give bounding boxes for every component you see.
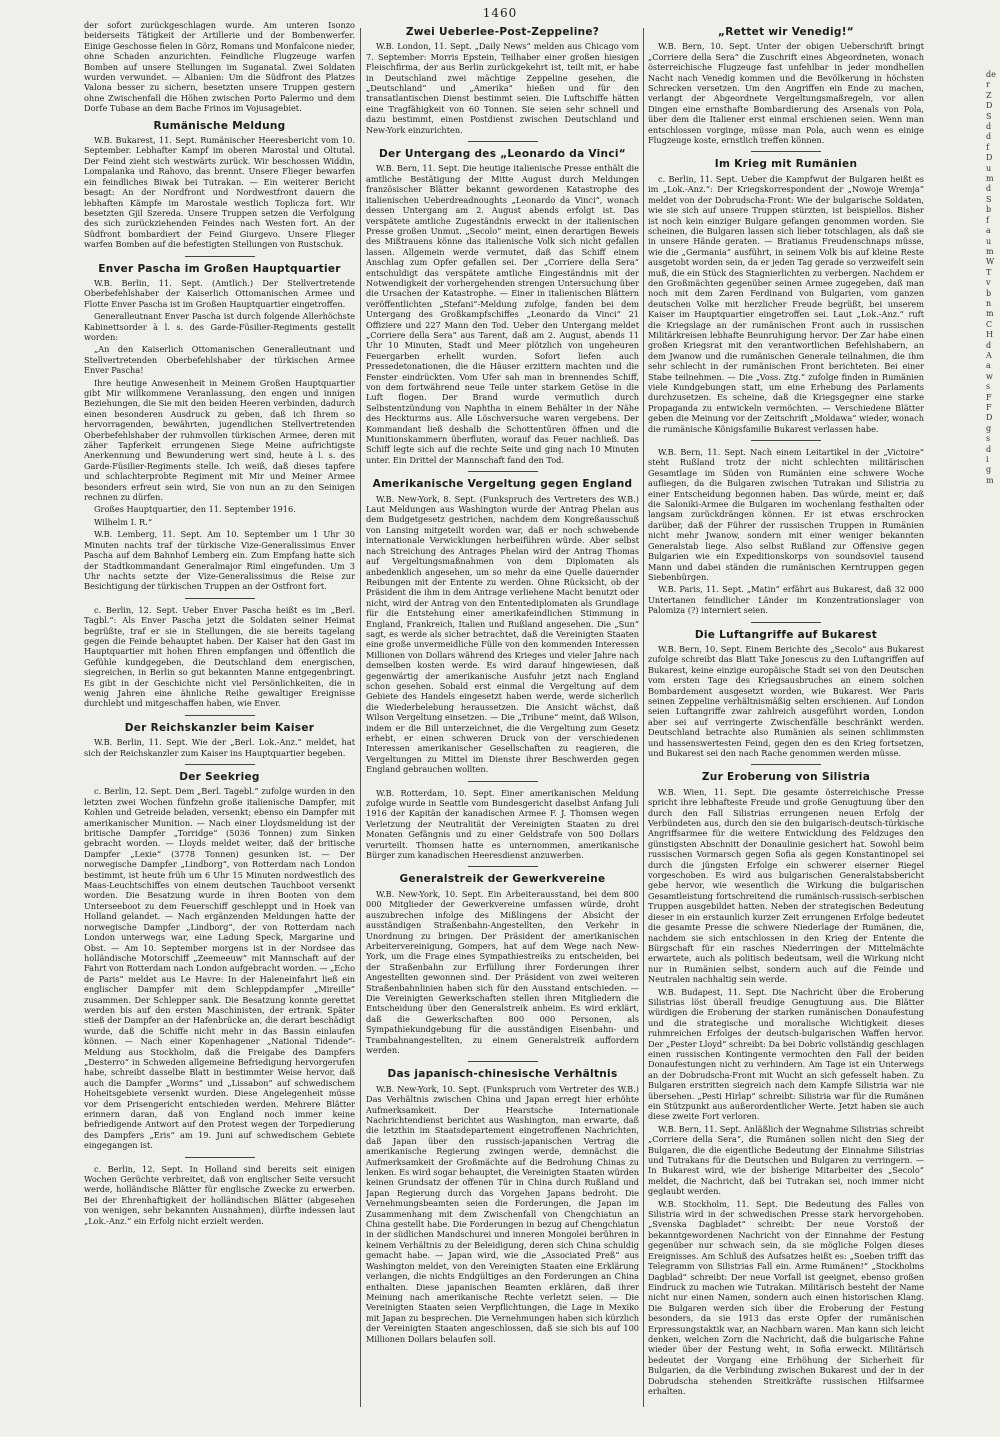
edge-fragment: D bbox=[986, 413, 993, 423]
edge-fragment: D bbox=[986, 101, 993, 111]
edge-fragment: i bbox=[986, 455, 989, 465]
article-separator bbox=[468, 781, 538, 782]
article-headline: Rumänische Meldung bbox=[153, 119, 286, 132]
article-separator bbox=[185, 1157, 255, 1158]
article-paragraph: W.B. Bern, 11. Sept. Anläßlich der Wegnahme Silistrias schreibt „Corriere della Sera“, die Rumänen sollen nicht den Sieg der Bulgaren, die die eigentliche Bedeutung der Einnahme Silistrias und Tutrakans für die Deutschen und Bulgaren zu verringern. — In Bukarest wird, wie der bisherige Mitarbeiter des „Secolo“ meldet, die Nachricht, daß bei Tutrakan sei, noch immer nicht geglaubt werden. bbox=[648, 1123, 924, 1197]
article-headline: „Rettet wir Venedig!“ bbox=[718, 26, 854, 38]
edge-fragment: r bbox=[986, 80, 990, 90]
edge-fragment: Z bbox=[986, 90, 992, 100]
column-rule bbox=[643, 28, 644, 1407]
article-separator bbox=[185, 256, 255, 257]
article-paragraph: W.B. Rotterdam, 10. Sept. Einer amerikanischen Meldung zufolge wurde in Seattle vom Bundesgericht daselbst Anfang Juli 1916 der Kapitän der kanadischen Armee F. J. Thomsen wegen Verletzung der Neutralität der Vereinigten Staaten zu drei Monaten Gefängnis und zu einer Geldstrafe von 500 Dollars verurteilt. Thomsen hatte es unternommen, amerikanische Bürger zum kanadischen Heeresdienst anzuwerben. bbox=[366, 787, 639, 861]
article-paragraph: W.B. Lemberg, 11. Sept. Am 10. September um 1 Uhr 30 Minuten nachts traf der türkische Vize-Generalissimus Enver Pascha auf dem Bahnhof Lemberg ein. Zum Empfang hatte sich der Stadtkommandant Generalmajor Riml eingefunden. Um 3 Uhr nachts setzte der Vize-Generalissimus die Reise zur Besichtigung der türkischen Truppen an der Ostfront fort. bbox=[84, 529, 355, 592]
edge-fragment: F bbox=[986, 403, 992, 412]
edge-fragment: C bbox=[986, 319, 993, 329]
edge-fragment: W bbox=[986, 257, 995, 267]
edge-fragment: D bbox=[986, 153, 993, 163]
article-headline: Generalstreik der Gewerkvereine bbox=[399, 873, 606, 886]
article-paragraph: Ihre heutige Anwesenheit in Meinem Großen Hauptquartier gibt Mir willkommene Veranlassung, den engen und innigen Beziehungen, die Sie mit den beiden Heeren verbinden, dadurch einen besonderen Ausdruck zu geben, daß ich Ihrem so hervorragenden, bewährten, jugendlichen Stellvertretenden Oberbefehlshaber der ruhmvollen türkischen Armee, deren mit zäher Tapferkeit errungenen Siege Meine aufrichtigste Anerkennung und Bewunderung wert sind, heute à l. s. des Garde-Füsilier-Regiments stelle. Ich weiß, daß dieses tapfere und schlachterprobte Regiment mit Mir und Meiner Armee besonders erfreut sein wird, Sie von nun an zu den Seinigen rechnen zu dürfen. bbox=[84, 377, 355, 503]
edge-fragment: a bbox=[986, 361, 991, 371]
edge-fragment: d bbox=[986, 132, 992, 142]
column-rule bbox=[360, 28, 361, 1407]
edge-fragment: m bbox=[986, 246, 994, 256]
article-paragraph: W.B. Stockholm, 11. Sept. Die Bedeutung des Falles von Silistria wird in der schwedischen Presse stark hervorgehoben. „Svenska Dagbladet“ schreibt: Der neue Vorstoß der bekanntgewordenen Nachricht von der Einnahme der Festung gegenüber nur schwach sein, da sie mögliche Folgen dieses Ereignisses. Am Schluß des Aufsatzes heißt es: „Soeben trifft das Telegramm von Silistrias Fall ein. Arme Rumänen!“ „Stockholms Dagblad“ schreibt: Der neue Vorfall ist geeignet, ebenso großen Eindruck zu machen wie Tutrakan. Militärisch besteht der Name nicht nur einen Namen, sondern auch einen historischen Klang. Die Bulgaren werden sich über die Eroberung der Festung besonders, da sie 1913 das erste Opfer der rumänischen Erpressungstaktik war, an Nachbarn waren. Man kann sich leicht denken, welchen Zorn die Nachricht, daß die bulgarische Fahne wieder über der Festung weht, in Sofia erweckt. Militärisch bedeutet der Vorgang eine Erhöhung der Sicherheit für Bulgarien, da die Verbindung zwischen Bukarest und der in der Dobrudscha stehenden Streitkräfte russischen Hilfsarmee erhalten. bbox=[648, 1198, 924, 1396]
article-paragraph: W.B. Berlin, 11. Sept. Wie der „Berl. Lok.-Anz.“ meldet, hat sich der Reichskanzler zum Kaiser ins Hauptquartier begeben. bbox=[84, 737, 355, 758]
edge-fragment: A bbox=[986, 350, 992, 360]
adjacent-page-edge bbox=[986, 70, 1000, 1407]
article-paragraph: W.B. Budapest, 11. Sept. Die Nachricht über die Eroberung Silistrias löst überall freudige Genugtuung aus. Die Blätter würdigen die Eroberung der starken rumänischen Donaufestung und die strategische und moralische Wichtigkeit dieses ruhmreichen Erfolges der deutsch-bulgarischen Waffen hervor. Der „Pester Lloyd“ schreibt: Da bei Dobric vollständig geschlagen einen russischen Kontingente vermochten den Fall der beiden Donaufestungen nicht zu verhindern. Am Tage ist ein Unterwegs an der Dobrudscha-Front mit Wucht an sich gefesselt haben. Zu Bulgaren erstritten siegreich nach dem Kampfe Silistria war nie übersehen. „Pesti Hirlap“ schreibt: Silistria war für die Rumänen ein Stützpunkt aus außerordentlicher Werte. Jetzt haben sie auch diese zweite Fort verloren. bbox=[648, 986, 924, 1122]
edge-fragment: S bbox=[986, 194, 992, 204]
article-paragraph: c. Berlin, 11. Sept. Ueber die Kampfwut der Bulgaren heißt es im „Lok.-Anz.“: Der Kriegskorrespondent der „Nowoje Wremja“ meldet von der Dobrudscha-Front: Wie der bulgarische Soldaten, wie sie sich auf unsere Truppen stürzten, ist beispiellos. Bisher ist noch kein einziger Bulgare gefangen genommen worden. Sie scheinen, die Bulgaren lassen sich lieber totschlagen, als daß sie in unsere Hände geraten. — Bratianus Freudenschnaps müsse, wie die „Germania“ ausführt, in seinem Volk bis auf kleine Reste ausgetobt worden sein, da er jeden Tag gerade so verzweifelt sein muß, die ein Stück des Stagnierlichten zu verbergen. Nachdem er den Großmächten gegenüber seinen Armee zugegeben, daß man noch mit dem Zaren Ferdinand von Bulgarien, vom ganzen deutschen Volke mit herzlicher Freude begrüßt, bei unserem Kaiser im Hauptquartier eingetroffen sei. Laut „Lok.-Anz.“ ruft die Kriegslage an der rumänischen Front auch in russischen Militärkreisen lebhafte Beunruhigung hervor. Der Zar habe einen großen Kriegsrat mit den verantwortlichen Befehlshabern, an dem Jwanow und die rumänischen Generale teilnahmen, die ihm sehr schlecht in der rumänischen Front berichteten. Bei einer Stabe teilnehmen. — Die „Voss. Ztg.“ zufolge finden in Rumänien viele Kundgebungen statt, um eine Erhebung des Parlaments durchzusetzen. Es scheine, daß die Kriegsgegner eine starke Propaganda zu entwickeln vermöchten. — Verschiedene Blätter geben die Meinung vor der Zeitschrift „Moldawa“ wieder, wonach die rumänische Königsfamilie Bukarest verlassen habe. bbox=[648, 173, 924, 434]
edge-fragment: F bbox=[986, 392, 992, 402]
edge-fragment: w bbox=[986, 371, 993, 381]
edge-fragment: v bbox=[986, 278, 991, 288]
article-headline: Zwei Ueberlee-Post-Zeppeline? bbox=[405, 26, 600, 38]
article-paragraph: Großes Hauptquartier, den 11. September 1916. bbox=[94, 504, 296, 515]
edge-fragment: n bbox=[986, 298, 992, 308]
article-separator bbox=[751, 622, 821, 623]
edge-fragment: f bbox=[986, 142, 989, 152]
edge-fragment: b bbox=[986, 288, 992, 298]
edge-fragment: S bbox=[986, 111, 992, 121]
article-separator bbox=[468, 471, 538, 472]
edge-fragment: m bbox=[986, 174, 994, 184]
article-headline: Enver Pascha im Großen Hauptquartier bbox=[98, 262, 341, 275]
edge-fragment: m bbox=[986, 475, 994, 485]
article-separator bbox=[468, 866, 538, 867]
article-paragraph: c. Berlin, 12. Sept. Dem „Berl. Tagebl.“ zufolge wurden in den letzten zwei Wochen fünfzehn große italienische Dampfer, mit Kohlen und Getreide beladen, versenkt; ebenso ein Dampfer mit amerikanischer Munition. — Nach einer Lloydsmeldung ist der britische Dampfer „Torridge“ (5036 Tonnen) zum Sinken gebracht worden. — Lloyds meldet weiter, daß der britische Dampfer „Lexie“ (3778 Tonnen) gesunken ist. — Der norwegische Dampfer „Lindborg“, von Rotterdam nach London bestimmt, ist heute früh um 6 Uhr 15 Minuten nordwestlich des Maas-Leuchtschiffes von einem deutschen Tauchboot versenkt worden. Die Besatzung wurde in ihren Booten von dem Unterseeboot zu dem Feuerschiff geschleppt und in Hoek van Holland gelandet. — Nach ergänzenden Meldungen hatte der norwegische Dampfer „Lindborg“, der von Rotterdam nach London unterwegs war, eine Ladung Speck, Margarine und Obst. — Am 10. September morgens ist in der Nordsee das holländische Motorschiff „Zeemeeuw“ mit Mannschaft auf der Fahrt von Rotterdam nach London aufgebracht worden. — „Echo de Paris“ meldet aus Le Havre: In der Haleneinfahrt ließ ein englischer Dampfer mit dem Schleppdampfer „Mireille“ zusammen. Der Schlepper sank. Die Besatzung konnte gerettet werden bis auf den ersten Maschinisten, der ertrank. Später stieß der Dampfer an der Hafenbrücke an, die derart beschädigt wurde, daß die Schiffe nicht mehr in das Bassin einlaufen können. — Nach einer Kopenhagener „National Tidende“-Meldung aus Stockholm, daß die Freigabe des Dampfers „Desterro“ in Schweden allgemeine Befriedigung hervorgerufen habe, schreibt dasselbe Blatt in bestimmter Weise hervor, daß auch die Dampfer „Worms“ und „Lissabon“ auf schwedischem Hoheitsgebiete versenkt wurden. Diese Angelegenheit müsse vor dem Prisengericht entschieden werden. Mehrere Blätter erinnern daran, daß von England noch immer keine befriedigende Antwort auf den Protest wegen der Torpedierung des Dampfers „Eris“ am 19. Juni auf schwedischem Gebiete eingegangen ist. bbox=[84, 786, 355, 1151]
article-paragraph: W.B. New-York, 8. Sept. (Funkspruch des Vertreters des W.B.) Laut Meldungen aus Washington wurde der Antrag Phelan aus dem Budgetgesetz gestrichen, nachdem dem Kongreßausschuß von Lansing mitgeteilt worden war, daß er noch schwebende internationale Verwicklungen herbeiführen würde. Aber selbst nach Streichung des Antrages Phelan wird der Antrag Thomas auf Vergeltungsmaßnahmen von dem Diplomaten als anbedenklich angesehen, um so mehr da eine Quelle dauernder Reibungen mit der Entente zu werden. Ohne Rücksicht, ob der Präsident die ihm in dem Antrage verliehene Macht benutzt oder nicht, wird der Antrag von den Ententediplomaten als Grundlage für die Entstehung einer amerikafeindlichen Stimmung in England, Frankreich, Italien und Rußland angesehen. Die „Sun“ sagt, es werde als sicher betrachtet, daß die Vereinigten Staaten eine große unvermeidliche Fülle von den kommenden Interessen Millionen von Dollars während des Krieges und vieler Jahre nach demselben kosten werde. Es wird darauf hingewiesen, daß gegenwärtig der amerikanische Ausfuhr jetzt nach England schon gesehen. Sobald erst einmal die Vergeltung auf dem Gebiete des Handels eingesetzt haben werde, werde sicherlich die Wiederbelebung heraussetzen. Die Ansicht wächst, daß Wilson Vergeltung einsetzen. — Die „Tribune“ meint, daß Wilson, indem er die Bill unterzeichnet, die die Vergeltung zum Gesetz erhebt, er einen schweren Druck von der verschiedenen Interessen amerikanischer Gesellschaften zu reagieren, die Vergeltungen zu Mittel im Dienste ihrer Beschwerden gegen England gebrauchen wollten. bbox=[366, 493, 639, 775]
article-paragraph: W.B. New-York, 10. Sept. (Funkspruch vom Vertreter des W.B.) Das Verhältnis zwischen China und Japan erregt hier erhöhte Aufmerksamkeit. Der Hearstsche Internationale Nachrichtendienst berichtet aus Washington, man erwarte, daß die letzthin im Staatsdepartement eingetroffenen Nachrichten, daß Japan über den russisch-japanischen Vertrag die amerikanische Regierung zwingen werde, demnächst die Aufmerksamkeit der Großmächte auf die Bedrohung Chinas zu lenken. Es wird sogar behauptet, die Vereinigten Staaten würden keinen Grundsatz der offenen Tür in China durch Rußland und Japan Regierung durch das Vorgehen Japans bedroht. Die Vernehmungsbeamten seien die Forderungen, die Japan im Zusammenhang mit dem Zwischenfall von Chengchiatun an China gestellt habe. Die Forderungen in bezug auf Chengchiatun in der südlichen Mandschurei und inneren Mongolei berühren in keinem Verhältnis zu der Beleidigung, deren sich China schuldig gemacht habe. — Japan wird, wie die „Associated Preß“ aus Washington meldet, von den Vereinigten Staaten eine Erklärung verlangen, die nichts Endgültiges an den Forderungen an China enthalten. Diese japanischen Beamten erklären, daß ihrer Meinung nach amerikanische Rechte verletzt seien. — Die Vereinigten Staaten seien Verpflichtungen, die Lage in Mexiko mit Japan zu besprechen. Die Vernehmungen haben sich kürzlich der Vereinigten Staaten angeschlossen, daß sie sich bis auf 100 Millionen Dollars belaufen soll. bbox=[366, 1083, 639, 1344]
page-number: 1460 bbox=[482, 6, 518, 20]
article-paragraph: c. Berlin, 12. Sept. Ueber Enver Pascha heißt es im „Berl. Tagbl.“: Als Enver Pascha jetzt die Soldaten seiner Heimat begrüßte, traf er sie in Stellungen, die sie bereits tagelang gegen die Feinde behauptet haben. Der Kaiser hat den Gast im Hauptquartier mit hohen Ehren empfangen und öffentlich die Gefühle kundgegeben, die Deutschland dem energischen, siegreichen, in Berlin so gut bekannten Manne entgegenbringt. Es gibt in der Geschichte nicht viel Persönlichkeiten, die in wenig Jahren eine ähnliche Reihe gewaltiger Ereignisse durchlebt und mitgeschaffen haben, wie Enver. bbox=[84, 604, 355, 709]
article-paragraph: W.B. Paris, 11. Sept. „Matin“ erfährt aus Bukarest, daß 32 000 Untertanen feindlicher Länder im Konzentrationslager von Palomiza (?) interniert seien. bbox=[648, 584, 924, 616]
article-paragraph: c. Berlin, 12. Sept. In Holland sind bereits seit einigen Wochen Gerüchte verbreitet, daß von englischer Seite versucht werde, holländische Blätter für englische Zwecke zu erwerben. Bei der Ehrenhaftigkeit der holländischen Blätter (abgesehen von wenigen, sehr bekannten Ausnahmen), dürfte indessen laut „Lok.-Anz.“ ein Erfolg nicht erzielt werden. bbox=[84, 1163, 355, 1226]
article-headline: Der Seekrieg bbox=[179, 771, 260, 783]
edge-fragment: H bbox=[986, 330, 993, 340]
edge-fragment: u bbox=[986, 236, 992, 246]
edge-fragment: s bbox=[986, 382, 991, 392]
article-paragraph: W.B. Wien, 11. Sept. Die gesamte österreichische Presse spricht ihre lebhafteste Freude und große Genugtuung über den durch den Fall Silistrias errungenen neuen Erfolg der Verbündeten aus, durch den sie den bulgarisch-deutsch-türkische Angriffsarmee für die weitere Entwicklung des Feldzuges den günstigsten Abschnitt der Donaulinie gesichert hat. Sowohl beim russischen Vormarsch gegen Sofia als gegen Konstantinopel sei durch die jüngsten Erfolge ein schwerer eiserner Riegel vorgeschoben. Es wird aus bulgarischen Generalstabsbericht gebe hervor, wie wesentlich die Wirkung die bulgarischen Gesamtleistung fortschreitend die rumänisch-russisch-serbischen Truppen ausgebildet hatten. Neben der strategischen Bedeutung dieser in ein erstaunlich kurzer Zeit errungenen Erfolge bedeutet die gesamte Presse die schwere Niederlage der Rumänen, die, nachdem sie sich entschlossen in den Krieg der Entente die Bürgschaft für ein rasches Niederringen der Mittelmächte erwartete, auch als politisch bedeutsam, weil die Wirkung nicht nur in Rumänien selbst, sondern auch auf die Feinde und Neutralen nachhaltig sein werde. bbox=[648, 786, 924, 985]
article-separator bbox=[751, 764, 821, 765]
article-separator bbox=[185, 715, 255, 716]
article-separator bbox=[468, 141, 538, 142]
edge-fragment: d bbox=[986, 122, 992, 132]
article-paragraph: W.B. Bukarest, 11. Sept. Rumänischer Heeresbericht vom 10. September. Lebhafter Kampf im oberen Marostal und Oltutal. Der Feind zieht sich westwärts zurück. Wir beschossen Widdin, Lompalanka und Rahovo, das brennt. Unsere Flieger bewarfen ein feindliches Biwak bei Tutrakan. — Ein weiterer Bericht besagt: An der Nordfront und Nordwestfront dauern die lebhaften Kämpfe im Marostale westlich Toplicza fort. Wir besetzten Gjil Szereda. Unsere Truppen setzen die Verfolgung des sich zurückziehenden Feindes nach Westen fort. An der Südfront bombardiert der Feind Giurgevo. Unsere Flieger warfen Bomben auf die befestigten Stellungen von Rustschuk. bbox=[84, 135, 355, 250]
article-paragraph: der sofort zurückgeschlagen wurde. Am unteren Isonzo beiderseits Tätigkeit der Artillerie und der Bombenwerfer. Einige Geschosse fielen in Görz, Romans und Monfalcone nieder, ohne Schaden anzurichten. Feindliche Flugzeuge warfen Bomben auf unsere Stellungen im Suganatal. Zwei Soldaten wurden verwundet. — Albanien: Um die Südfront des Platzes Valona besser zu sichern, besetzten unsere Truppen gestern ohne Zwischenfall die Höhen zwischen Porto Palermo und dem Dorfe Tubase an dem Bache Frinos im Vojusagebiet. bbox=[84, 20, 355, 114]
article-separator bbox=[468, 1061, 538, 1062]
edge-fragment: b bbox=[986, 205, 992, 215]
edge-fragment: d bbox=[986, 184, 992, 194]
article-paragraph: W.B. Bern, 11. Sept. Nach einem Leitartikel in der „Victoire“ steht Rußland trotz der nicht schlechten militärischen Gesamtlage im Süden von Rumänien eine schwere Woche aufliegen, da die Bulgaren zwischen Tutrakan und Silistria zu einer Entscheidung begonnen haben. Das würde, meint er, daß die Saloniki-Armee die Bulgaren im wochenlang festhalten oder langsam zurückdrängen können. Er ist etwas erschrocken darüber, daß der Führer der russischen Truppen in Rumänien nicht mehr Jwanow, sondern mit einer weniger bekannten Generalstab liege. Also selbst Rußland zur Offensive gegen Bulgarien wie ein Expeditionskorps von soundsoviel tausend Mann und dabei ständen die rumänischen Kerntruppen gegen Siebenbürgen. bbox=[648, 447, 924, 582]
edge-fragment: d bbox=[986, 444, 992, 454]
article-headline: Das japanisch-chinesische Verhältnis bbox=[387, 1068, 618, 1081]
edge-fragment: de bbox=[986, 70, 996, 79]
article-separator bbox=[185, 764, 255, 765]
article-headline: Der Untergang des „Leonardo da Vinci“ bbox=[379, 148, 626, 161]
edge-fragment: g bbox=[986, 423, 992, 433]
edge-fragment: f bbox=[986, 215, 989, 225]
article-headline: Die Luftangriffe auf Bukarest bbox=[694, 628, 878, 641]
article-paragraph: „An den Kaiserlich Ottomanischen Generalleutnant und Stellvertretenden Oberbefehlshaber der türkischen Armee Enver Pascha! bbox=[84, 344, 355, 376]
article-headline: Der Reichskanzler beim Kaiser bbox=[124, 721, 315, 734]
article-paragraph: W.B. London, 11. Sept. „Daily News“ melden aus Chicago vom 7. September: Morris Epstein, Teilhaber einer großen hiesigen Fleischfirma, der aus Berlin zurückgekehrt ist, teilt mit, er habe in Deutschland zwei mächtige Zeppeline gesehen, die „Deutschland“ und „Amerika“ hießen und für den transatlantischen Dienst bestimmt seien. Die Luftschiffe hätten eine Tragfähigkeit von 60 Tonnen. Sie seien sehr schnell und dazu bestimmt, einen Postdienst zwischen Deutschland und New-York einzurichten. bbox=[366, 41, 639, 135]
article-separator bbox=[751, 151, 821, 152]
column-1 bbox=[84, 20, 355, 1417]
article-paragraph: W.B. Bern, 10. Sept. Einem Berichte des „Secolo“ aus Bukarest zufolge schreibt das Blatt Take Jonescus zu den Luftangriffen auf Bukarest, keine einzige europäische Stadt sei von den Deutschen vom ersten Tage des Kriegsausbruches an einem solchen Bombardement ausgesetzt worden, wie Bukarest. Wer Paris seinen Zeppeline verhältnismäßig selten erschienen. Auf London seien Luftangriffe zwar zahlreich ausgeführt worden, London aber sei auf verringerte Zwischenfälle beschränkt werden. Deutschland betrachte also Rumänien als seinen schlimmsten und hassenswertesten Feind, gegen den es den Krieg fortsetzen, und Bukarest sei den nach Rache genommen werden müsse. bbox=[648, 643, 924, 758]
article-paragraph: W.B. New-York, 10. Sept. Ein Arbeiterausstand, bei dem 800 000 Mitglieder der Gewerkvereine umfassen würde, droht auszubrechen infolge des Mißlingens der Absicht der ausständigen Straßenbahn-Angestellten, den Verkehr in Unordnung zu bringen. Der Präsident der amerikanischen Arbeitervereinigung, Gompers, hat auf dem Wege nach New-York, um die Frage eines Sympathiestreiks zu entscheiden, bei der Straßenbahn zur Erfüllung ihrer Forderungen ihrer Angestellten gewonnen sind. Der Präsident von zwei weiteren Straßenbahnlinien haben sich für den Ausstand entschieden. — Die Vereinigten Gewerkschaften stellen ihren Mitgliedern die Entscheidung über den Generalstreik anheim. Es wird erklärt, daß die Gewerkschaften 800 000 Personen, als Sympathiekundgebung für die ausständigen Eisenbahn- und Trambahnangestellten, zu einem Generalstreik auffordern werden. bbox=[366, 888, 639, 1055]
article-paragraph: W.B. Berlin, 11. Sept. (Amtlich.) Der Stellvertretende Oberbefehlshaber der Kaiserlich Ottomanischen Armee und Flotte Enver Pascha ist im Großen Hauptquartier eingetroffen. bbox=[84, 277, 355, 309]
edge-fragment: m bbox=[986, 309, 994, 319]
article-headline: Zur Eroberung von Silistria bbox=[701, 771, 871, 784]
article-paragraph: Wilhelm I. R.“ bbox=[94, 516, 153, 527]
article-separator bbox=[185, 598, 255, 599]
edge-fragment: s bbox=[986, 434, 991, 444]
article-headline: Im Krieg mit Rumänien bbox=[714, 158, 858, 171]
article-headline: Amerikanische Vergeltung gegen England bbox=[372, 478, 633, 491]
column-2 bbox=[366, 20, 639, 1417]
column-3 bbox=[648, 20, 924, 1417]
edge-fragment: g bbox=[986, 465, 992, 475]
article-paragraph: Generalleutnant Enver Pascha ist durch folgende Allerhöchste Kabinettsorder à l. s. des Garde-Füsilier-Regiments gestellt worden: bbox=[84, 311, 355, 342]
article-paragraph: W.B. Bern, 10. Sept. Unter der obigen Ueberschrift bringt „Corriere della Sera“ die Zuschrift eines Abgeordneten, wonach österreichische Flugzeuge fast unfehlbar in jeder mondhellen Nacht nach Venedig kommen und die Bevölkerung in höchsten Schrecken versetzen. Um den Angriffen ein Ende zu machen, verlangt der Abgeordnete Vergeltungsmaßregeln, vor allen Dingen eine ernsthafte Bombardierung des Arsenals von Pola, über dem die Italiener erst einmal erschienen seien. Wenn man entschlossen vorginge, müsse man Pola, auch wenn es einige Flugzeuge koste, ernstlich treffen können. bbox=[648, 41, 924, 146]
edge-fragment: T bbox=[986, 267, 992, 277]
article-separator bbox=[751, 440, 821, 441]
edge-fragment: a bbox=[986, 226, 991, 236]
edge-fragment: d bbox=[986, 340, 992, 350]
article-paragraph: W.B. Bern, 11. Sept. Die heutige italienische Presse enthält die amtliche Bestätigung der Mitte August durch Meldungen französischer Blätter bekannt gewordenen Katastrophe des italienischen Ueberdreadnoughts „Leonardo da Vinci“, wonach dessen Untergang am 2. August abends erfolgt ist. Das verspätete amtliche Zugeständnis erweckt in der italienischen Presse großen Unmut. „Secolo“ meint, einen derartigen Beweis des Mißtrauens könne das italienische Volk sich nicht gefallen lassen. Allgemein werde vermutet, daß das Schiff einem Anschlag zum Opfer gefallen sei. Der „Corriere della Sera“ entschuldigt das verspätete amtliche Eingeständnis mit der Notwendigkeit der vorhergehenden strengen Untersuchung über die Ursachen der Katastrophe. — Einer in italienischen Blättern veröffentlichten „Stefani“-Meldung zufolge, fanden bei dem Untergang des Großkampfschiffes „Leonardo da Vinci“ 21 Offiziere und 227 Mann den Tod. Ueber den Untergang meldet „Corriere della Sera“ aus Tarent, daß am 2. August, abends 11 Uhr 10 Minuten, Stadt und Meer plötzlich von ungeheuren Feuergarben erhellt wurden. Sofort liefen auch Pressedetonationen, die die Häuser erzittern machten und die Fenster eindrückten. Vom Ufer sah man in brennendes Schiff, von dem fortwährend neue Teile unter starkem Getöse in die Luft flogen. Der Brand wurde vermutlich durch Selbstentzündung von Naphtha in einem Behälter in der Nähe des Heckturms aus. Alle Löschversuche waren vergebens. Der Kommandant ließ deshalb die Schottentüren öffnen und die Munitionskammern überfluten, worauf das Feuer nachließ. Das Schiff legte sich auf die rechte Seite und ging nach 10 Minuten unter. Ein Drittel der Mannschaft fand den Tod. bbox=[366, 163, 639, 465]
edge-fragment: u bbox=[986, 163, 992, 173]
